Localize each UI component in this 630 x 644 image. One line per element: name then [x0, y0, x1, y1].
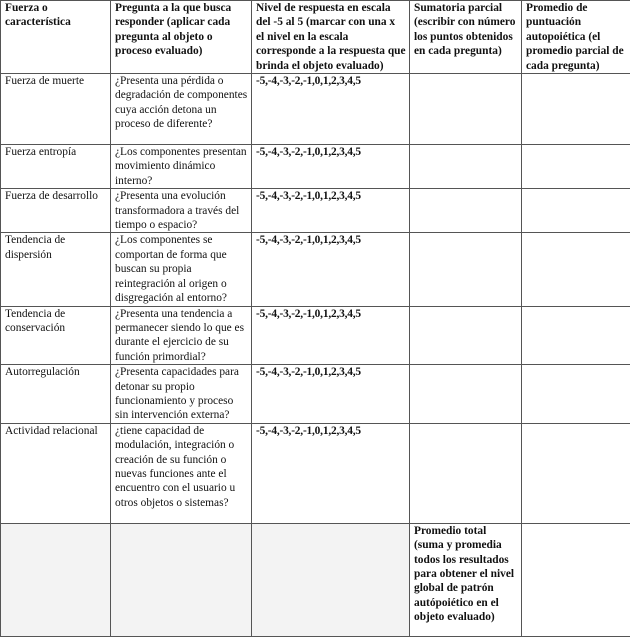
header-row	[1, 1, 630, 74]
table-row	[1, 233, 630, 306]
question-cell: ¿Presenta capacidades para detonar su propio funcionamiento y proceso sin intervención externa?	[111, 365, 252, 424]
header-partial-sum: Sumatoria parcial (escribir con número los puntos obtenidos en cada pregunta)	[410, 1, 522, 74]
table-row	[1, 365, 630, 424]
feature-cell: Fuerza de muerte	[1, 74, 111, 145]
total-average-label: Promedio total (suma y promedia todos los resultados para obtener el nivel global de patrón autópoiético en el objeto evaluado)	[410, 523, 522, 636]
empty-cell	[252, 523, 410, 636]
scale-cell[interactable]: -5,-4,-3,-2,-1,0,1,2,3,4,5	[252, 74, 410, 145]
average-cell[interactable]	[522, 189, 630, 233]
table-row	[1, 423, 630, 523]
empty-cell	[111, 523, 252, 636]
question-cell: ¿Los componentes se comportan de forma que buscan su propia reintegración al origen o disgregación al entorno?	[111, 233, 252, 306]
total-average-value[interactable]	[522, 523, 630, 636]
question-cell: ¿Los componentes presentan movimiento dinámico interno?	[111, 145, 252, 189]
table-row	[1, 74, 630, 145]
feature-cell: Fuerza de desarrollo	[1, 189, 111, 233]
partial-sum-cell[interactable]	[410, 423, 522, 523]
feature-cell: Autorregulación	[1, 365, 111, 424]
empty-cell	[1, 523, 111, 636]
partial-sum-cell[interactable]	[410, 306, 522, 365]
table-row	[1, 306, 630, 365]
total-row	[1, 523, 630, 636]
scale-cell[interactable]: -5,-4,-3,-2,-1,0,1,2,3,4,5	[252, 423, 410, 523]
question-cell: ¿tiene capacidad de modulación, integración o creación de su función o nuevas funciones ante el encuentro con el usuario u otros objetos o sistemas?	[111, 423, 252, 523]
feature-cell: Tendencia de conservación	[1, 306, 111, 365]
scale-cell[interactable]: -5,-4,-3,-2,-1,0,1,2,3,4,5	[252, 189, 410, 233]
table-row	[1, 145, 630, 189]
header-feature: Fuerza o característica	[1, 1, 111, 74]
average-cell[interactable]	[522, 365, 630, 424]
feature-cell: Actividad relacional	[1, 423, 111, 523]
average-cell[interactable]	[522, 306, 630, 365]
question-cell: ¿Presenta una pérdida o degradación de componentes cuya acción detona un proceso de diferente?	[111, 74, 252, 145]
feature-cell: Fuerza entropía	[1, 145, 111, 189]
scale-cell[interactable]: -5,-4,-3,-2,-1,0,1,2,3,4,5	[252, 233, 410, 306]
header-question: Pregunta a la que busca responder (aplicar cada pregunta al objeto o proceso evaluado)	[111, 1, 252, 74]
partial-sum-cell[interactable]	[410, 74, 522, 145]
question-cell: ¿Presenta una tendencia a permanecer siendo lo que es durante el ejercicio de su función primordial?	[111, 306, 252, 365]
average-cell[interactable]	[522, 74, 630, 145]
partial-sum-cell[interactable]	[410, 233, 522, 306]
header-scale: Nivel de respuesta en escala del -5 al 5 (marcar con una x el nivel en la escala corresponde a la respuesta que brinda el objeto evaluado)	[252, 1, 410, 74]
feature-cell: Tendencia de dispersión	[1, 233, 111, 306]
scale-cell[interactable]: -5,-4,-3,-2,-1,0,1,2,3,4,5	[252, 145, 410, 189]
average-cell[interactable]	[522, 145, 630, 189]
scale-cell[interactable]: -5,-4,-3,-2,-1,0,1,2,3,4,5	[252, 365, 410, 424]
partial-sum-cell[interactable]	[410, 365, 522, 424]
header-average: Promedio de puntuación autopoiética (el promedio parcial de cada pregunta)	[522, 1, 630, 74]
average-cell[interactable]	[522, 423, 630, 523]
partial-sum-cell[interactable]	[410, 189, 522, 233]
question-cell: ¿Presenta una evolución transformadora a través del tiempo o espacio?	[111, 189, 252, 233]
scale-cell[interactable]: -5,-4,-3,-2,-1,0,1,2,3,4,5	[252, 306, 410, 365]
table-row	[1, 189, 630, 233]
partial-sum-cell[interactable]	[410, 145, 522, 189]
average-cell[interactable]	[522, 233, 630, 306]
